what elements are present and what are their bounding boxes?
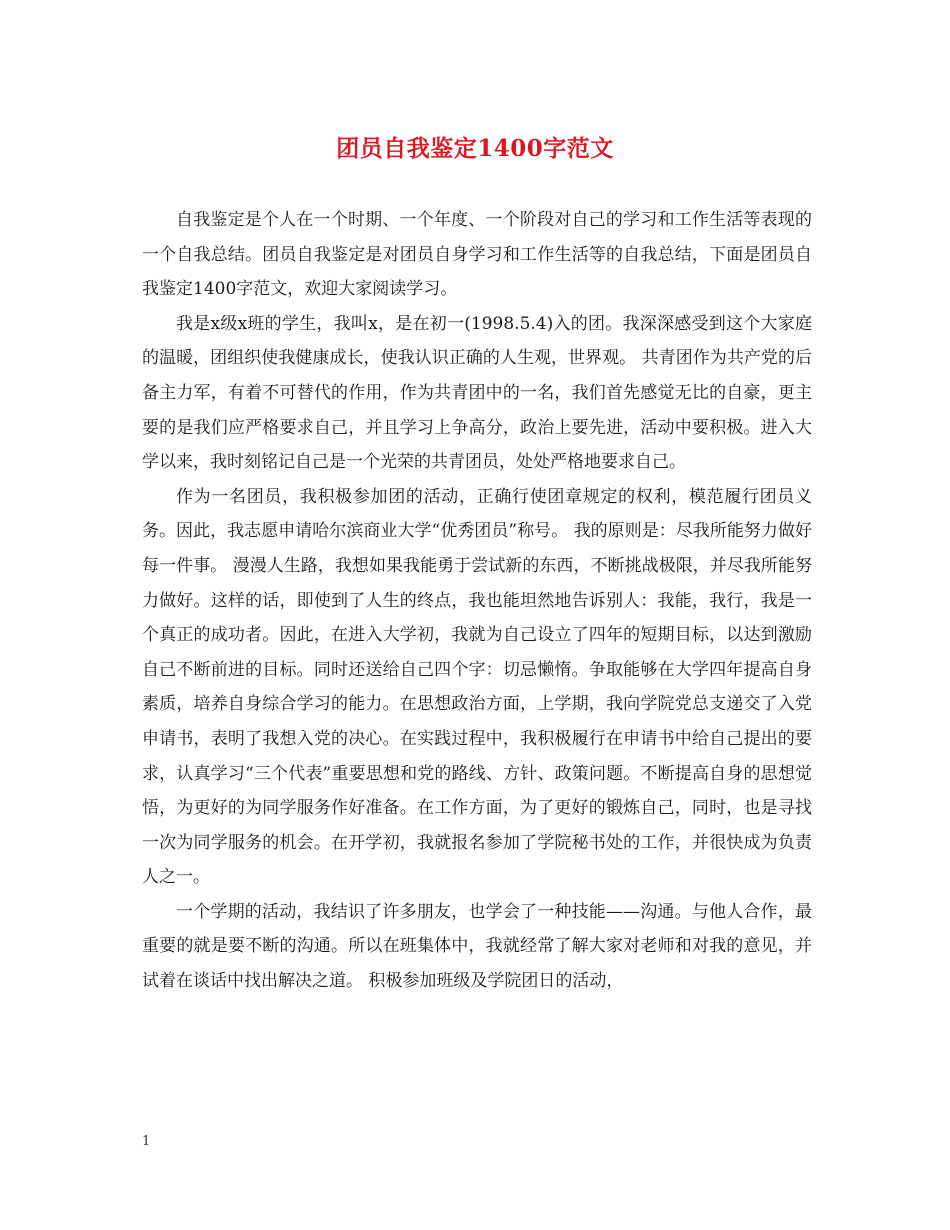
paragraph-self-introduction: 我是x级x班的学生，我叫x，是在初一(1998.5.4)入的团。我深深感受到这个大家庭的温暖，团组织使我健康成长，使我认识正确的人生观，世界观。 共青团作为共产党的后备主力军，有着不可替代的作用，作为共青团中的一名，我们首先感觉无比的自豪，更主要的是我们应严格要求自己，并且学习上争高分，政治上要先进，活动中要积极。进入大学以来，我时刻铭记自己是一个光荣的共青团员，处处严格地要求自己。	[142, 313, 812, 473]
document-body	[142, 203, 812, 999]
document-title: 团员自我鉴定1400字范文	[336, 135, 614, 162]
paragraph-member-duties: 作为一名团员，我积极参加团的活动，正确行使团章规定的权利，模范履行团员义务。因此，我志愿申请哈尔滨商业大学“优秀团员”称号。 我的原则是：尽我所能努力做好每一件事。 漫漫人生路，我想如果我能勇于尝试新的东西，不断挑战极限，并尽我所能努力做好。这样的话，即使到了人生的终点，我也能坦然地告诉别人：我能，我行，我是一个真正的成功者。因此，在进入大学初，我就为自己设立了四年的短期目标，以达到激励自己不断前进的目标。同时还送给自己四个字：切忌懒惰。争取能够在大学四年提高自身素质，培养自身综合学习的能力。在思想政治方面，上学期，我向学院党总支递交了入党申请书，表明了我想入党的决心。在实践过程中，我积极履行在申请书中给自己提出的要求，认真学习“三个代表”重要思想和党的路线、方针、政策问题。不断提高自身的思想觉悟，为更好的为同学服务作好准备。在工作方面，为了更好的锻炼自己，同时，也是寻找一次为同学服务的机会。在开学初，我就报名参加了学院秘书处的工作，并很快成为负责人之一。	[142, 486, 812, 888]
paragraph-communication: 一个学期的活动，我结识了许多朋友，也学会了一种技能——沟通。与他人合作，最重要的就是要不断的沟通。所以在班集体中，我就经常了解大家对老师和对我的意见，并试着在谈话中找出解决之道。 积极参加班级及学院团日的活动，	[142, 901, 812, 992]
paragraph-intro: 自我鉴定是个人在一个时期、一个年度、一个阶段对自己的学习和工作生活等表现的一个自我总结。团员自我鉴定是对团员自身学习和工作生活等的自我总结，下面是团员自我鉴定1400字范文，欢迎大家阅读学习。	[142, 210, 812, 300]
page-number: 1	[142, 1134, 151, 1149]
